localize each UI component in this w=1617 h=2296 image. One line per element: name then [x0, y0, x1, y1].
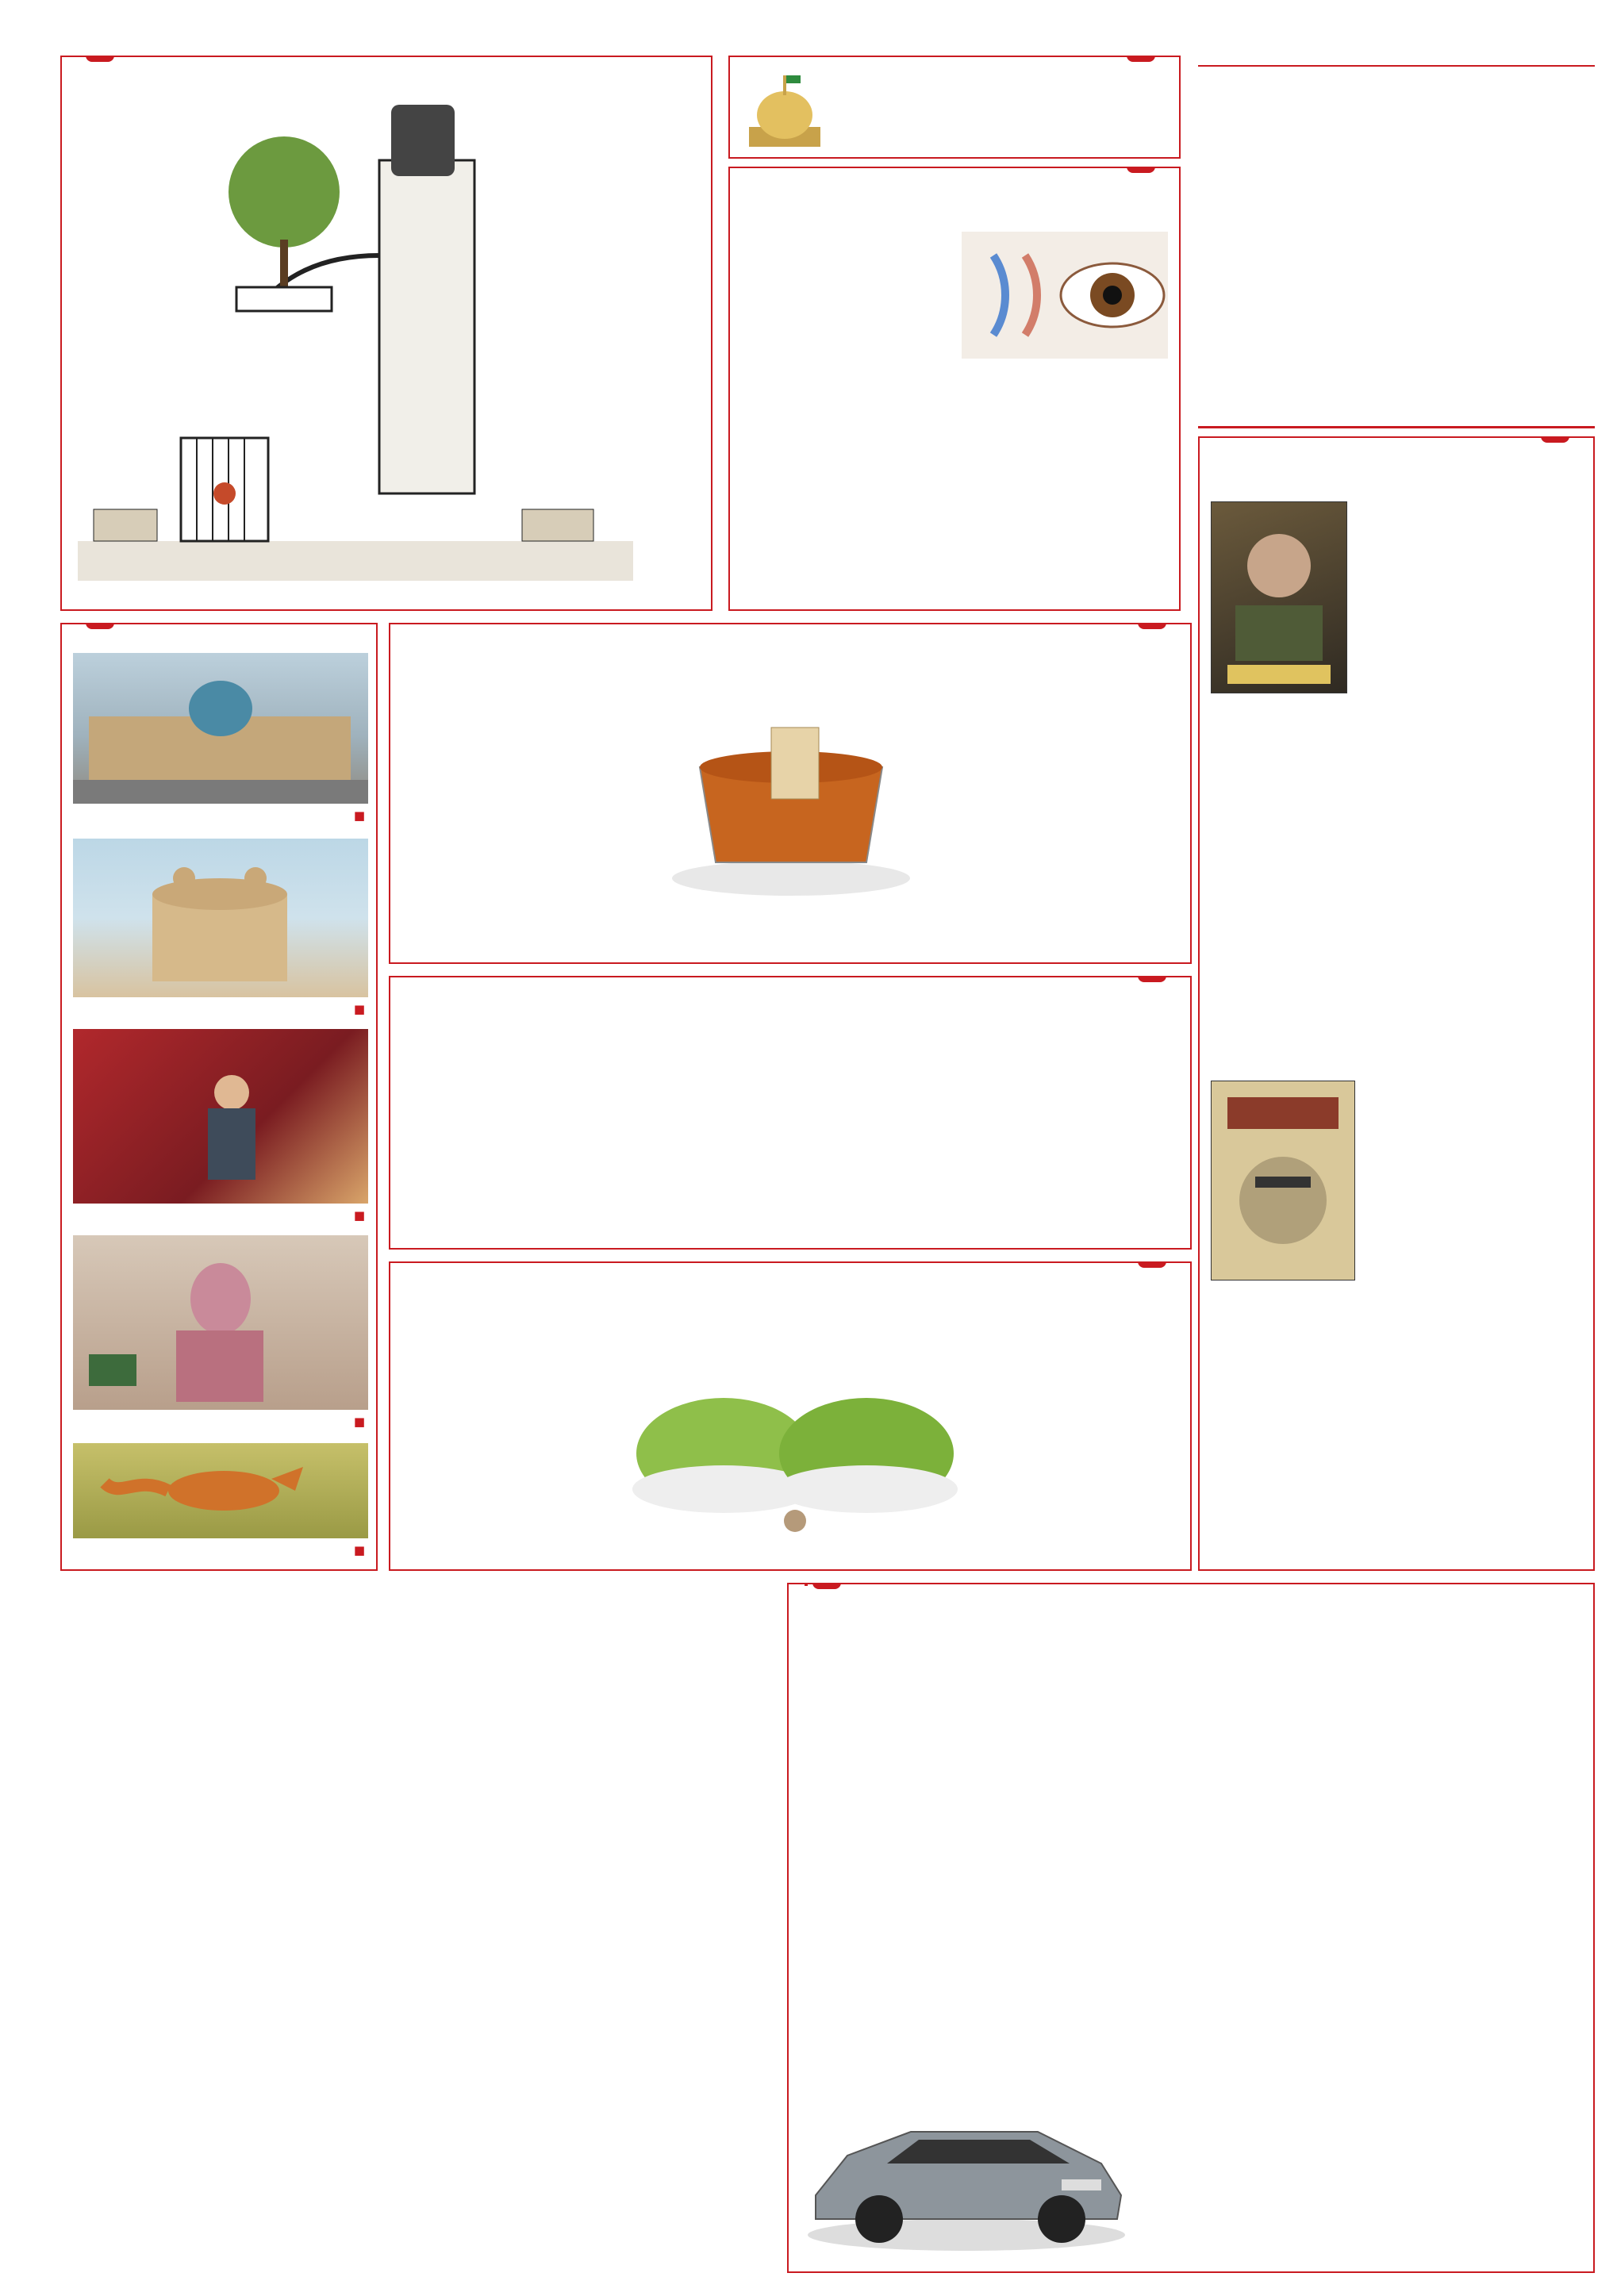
- book-1-body: [1209, 501, 1582, 1025]
- photo-news-box: [60, 623, 378, 1571]
- photo-pigeon-towers: [73, 839, 368, 997]
- masthead-logo: [1198, 67, 1595, 194]
- tech-body: [739, 232, 1168, 605]
- masthead: [1198, 56, 1595, 428]
- photo-caption: [354, 1208, 365, 1223]
- tea-tag: [1138, 623, 1166, 629]
- energy-article: [389, 976, 1192, 1250]
- tech-tag: [1127, 167, 1155, 173]
- tech-article: [728, 167, 1181, 611]
- pistachio-tag: [1138, 1261, 1166, 1268]
- car-article: [787, 1583, 1595, 2273]
- photo-quran-recitation: [73, 1235, 368, 1410]
- photo-fox: [73, 1443, 368, 1538]
- cartoon-illustration: [78, 97, 633, 589]
- energy-tag: [1138, 976, 1166, 982]
- photo-carpet-washing: [73, 1029, 368, 1204]
- hadith-tag: [1127, 56, 1155, 62]
- date-line: [1198, 56, 1595, 67]
- pistachio-article: [389, 1261, 1192, 1571]
- photo-news-tag: [86, 623, 114, 629]
- pistachio-body: [405, 1334, 1174, 1565]
- photo-shahcheragh: [73, 653, 368, 804]
- book-2-body: [1209, 1081, 1582, 1565]
- photo-caption: [354, 1543, 365, 1557]
- photo-caption: [354, 1002, 365, 1016]
- cartoon-box: [60, 56, 712, 611]
- tea-article: [389, 623, 1192, 964]
- masthead-info: [1198, 194, 1595, 200]
- photo-caption: [354, 1415, 365, 1429]
- photo-caption: [354, 808, 365, 823]
- literature-tag: [1541, 436, 1569, 443]
- car-image: [800, 2060, 1133, 2259]
- car-tag: [812, 1583, 841, 1589]
- photo-today-box: [805, 1583, 808, 1586]
- shrine-icon: [741, 71, 828, 151]
- literature-box: [1198, 436, 1595, 1571]
- energy-body: [405, 1044, 1174, 1244]
- cartoon-tag: [86, 56, 114, 62]
- tea-body: [405, 696, 1174, 958]
- hadith-box: [728, 56, 1181, 159]
- car-body: [800, 1664, 1577, 2045]
